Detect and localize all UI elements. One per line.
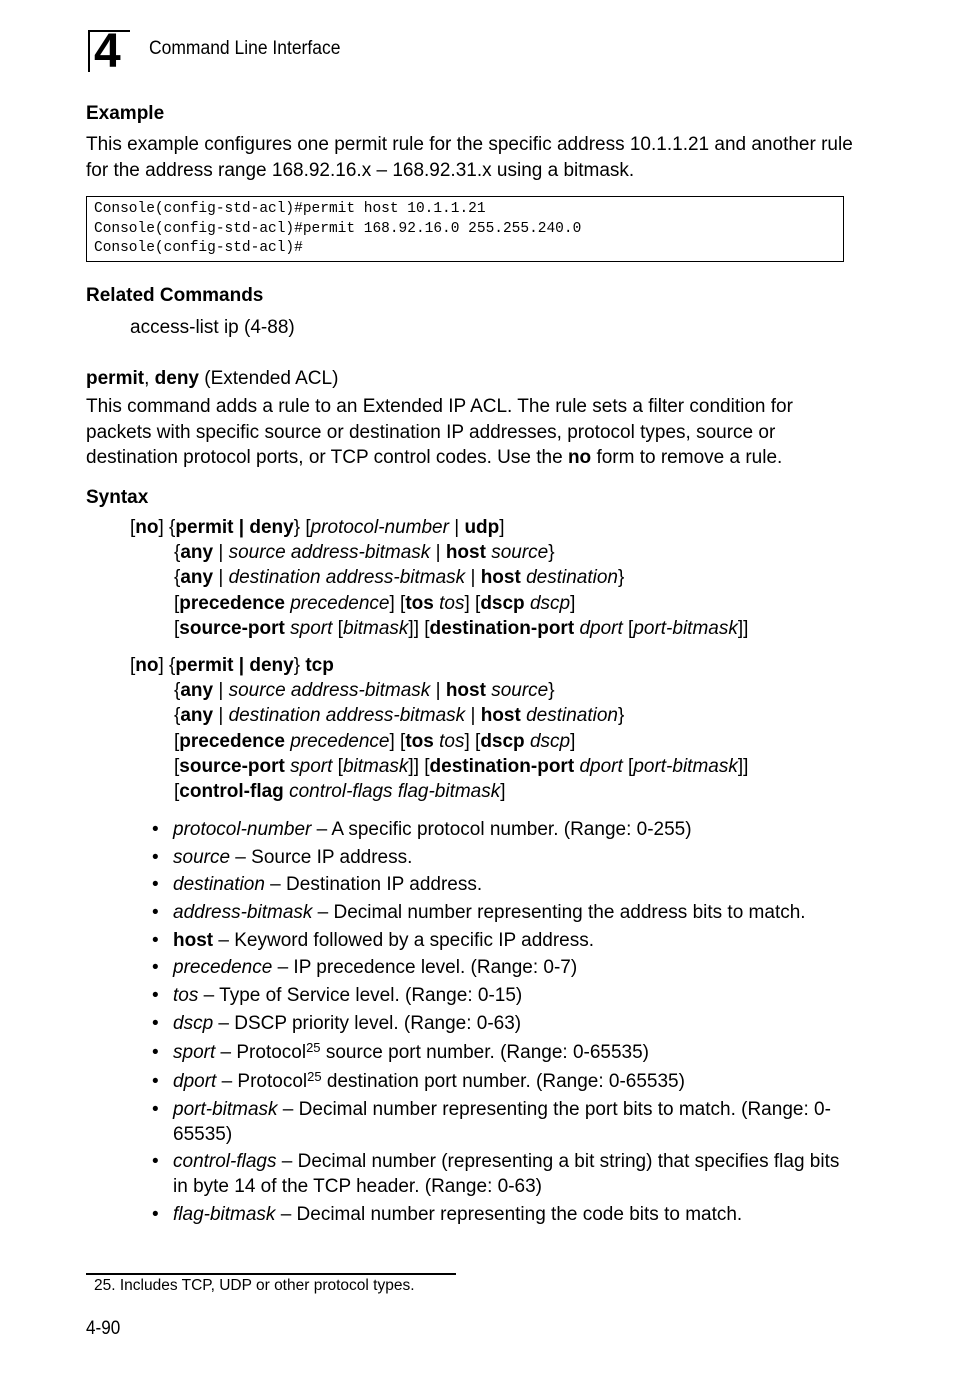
syntax-heading: Syntax (86, 487, 149, 508)
syntax-line: [precedence precedence] [tos tos] [dscp dscp] (174, 592, 576, 614)
syntax-line: {any | source address-bitmask | host source} (174, 542, 555, 564)
list-item: • sport – Protocol$^{25}$ source port number. (Range: 0-65535) (152, 1040, 857, 1065)
footnote-ref[interactable]: 25 (306, 1039, 321, 1055)
list-item: • port-bitmask – Decimal number representing the port bits to match. (Range: 0-65535) (152, 1097, 857, 1147)
footnote-divider (86, 1273, 456, 1275)
list-item: • dport – Protocol$^{25}$ destination port number. (Range: 0-65535) (152, 1069, 857, 1094)
code-line: Console(config-std-acl)#permit host 10.1.1.21 (94, 201, 486, 217)
chapter-number: 4 (94, 25, 121, 78)
syntax-line: [source-port sport [bitmask]] [destination-port dport [port-bitmask]] (174, 755, 749, 777)
command-sep: , (144, 368, 155, 389)
command-suffix: (Extended ACL) (199, 368, 339, 389)
list-item: • host – Keyword followed by a specific IP address. (152, 928, 857, 953)
example-text: This example configures one permit rule for the specific address 10.1.1.21 and another rule for the address range 168.92.16.x – 168.92.31.x using a bitmask. (86, 134, 853, 181)
list-item: • source – Source IP address. (152, 845, 857, 870)
related-commands-heading: Related Commands (86, 285, 264, 306)
list-item: • address-bitmask – Decimal number representing the address bits to match. (152, 900, 857, 925)
syntax-line: [precedence precedence] [tos tos] [dscp dscp] (174, 730, 576, 752)
syntax-line: {any | destination address-bitmask | host destination} (174, 567, 625, 589)
parameter-list (152, 817, 857, 1230)
example-heading: Example (86, 103, 165, 124)
code-line: Console(config-std-acl)# (94, 240, 303, 256)
list-item: • destination – Destination IP address. (152, 872, 857, 897)
list-item: • tos – Type of Service level. (Range: 0-15) (152, 983, 857, 1008)
page-number: 4-90 (86, 1318, 121, 1339)
footnote-ref[interactable]: 25 (307, 1068, 322, 1084)
chapter-number-box (88, 25, 130, 78)
footnote: 25. Includes TCP, UDP or other protocol types. (94, 1277, 415, 1294)
command-deny: deny (154, 368, 199, 389)
command-permit: permit (86, 368, 145, 389)
syntax-line: [source-port sport [bitmask]] [destination-port dport [port-bitmask]] (174, 617, 749, 639)
related-command-item: access-list ip (4-88) (130, 317, 295, 338)
syntax-line: [control-flag control-flags flag-bitmask] (174, 780, 506, 802)
syntax-block-udp (130, 515, 748, 641)
code-block (86, 196, 844, 262)
list-item: • dscp – DSCP priority level. (Range: 0-63) (152, 1011, 857, 1036)
syntax-line: {any | destination address-bitmask | host destination} (174, 705, 625, 727)
command-title (86, 366, 338, 392)
syntax-line: [no] {permit | deny} [protocol-number | udp] (130, 517, 505, 538)
list-item: • control-flags – Decimal number (representing a bit string) that specifies flag bits in byte 14 of the TCP header. (Range: 0-63) (152, 1149, 857, 1199)
code-line: Console(config-std-acl)#permit 168.92.16.0 255.255.240.0 (94, 220, 582, 237)
syntax-line: {any | source address-bitmask | host source} (174, 680, 555, 702)
list-item: • flag-bitmask – Decimal number representing the code bits to match. (152, 1202, 857, 1227)
syntax-line: [no] {permit | deny} tcp (130, 655, 334, 676)
list-item: • protocol-number – A specific protocol number. (Range: 0-255) (152, 817, 857, 842)
list-item: • precedence – IP precedence level. (Range: 0-7) (152, 955, 857, 980)
command-description: This command adds a rule to an Extended IP ACL. The rule sets a filter condition for packets with specific source or destination IP addresses, protocol types, source or destination protocol ports, or TCP control codes. Use the no form to remove a rule. (86, 396, 793, 468)
chapter-title: Command Line Interface (149, 38, 341, 59)
syntax-block-tcp (130, 653, 748, 804)
